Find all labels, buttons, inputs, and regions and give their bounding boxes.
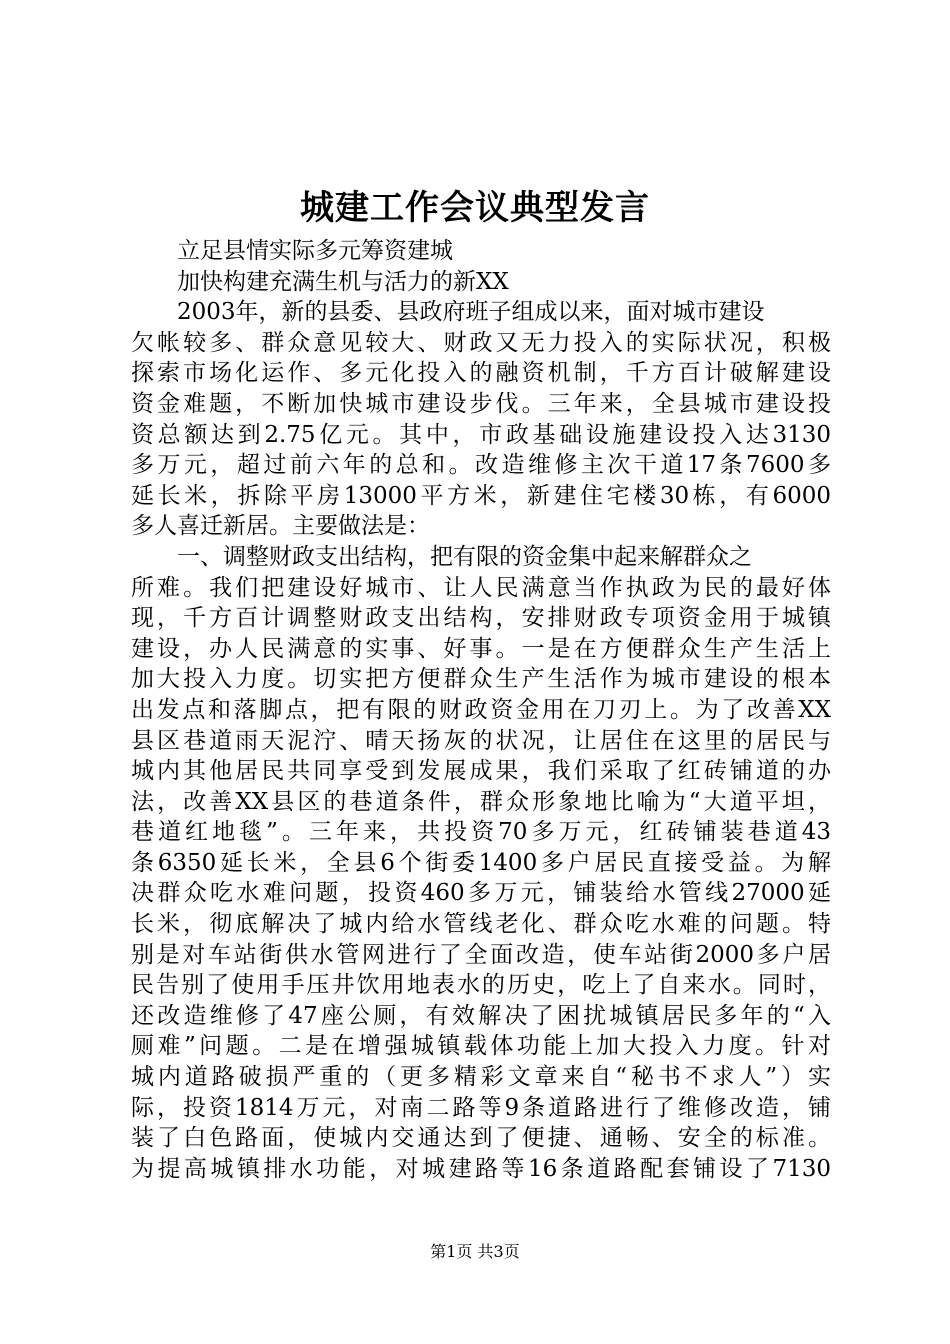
text-line: 决群众吃水难问题，投资460多万元，铺装给水管线27000延 xyxy=(131,880,831,907)
text-line: 县区巷道雨天泥泞、晴天扬灰的状况，让居住在这里的居民与 xyxy=(131,727,831,754)
text-line: 城内道路破损严重的（更多精彩文章来自“秘书不求人”）实 xyxy=(131,1064,831,1091)
text-line: 一、调整财政支出结构，把有限的资金集中起来解群众之 xyxy=(177,543,752,570)
text-line: 际，投资1814万元，对南二路等9条道路进行了维修改造，铺 xyxy=(131,1094,831,1121)
text-line: 欠帐较多、群众意见较大、财政又无力投入的实际状况，积极 xyxy=(131,329,831,356)
text-line: 延长米，拆除平房13000平方米，新建住宅楼30栋，有6000 xyxy=(131,482,831,509)
text-line: 城内其他居民共同享受到发展成果，我们采取了红砖铺道的办 xyxy=(131,758,831,785)
text-line: 资金难题，不断加快城市建设步伐。三年来，全县城市建设投 xyxy=(131,390,831,417)
text-line: 加大投入力度。切实把方便群众生产生活作为城市建设的根本 xyxy=(131,666,831,693)
page-footer: 第1页 共3页 xyxy=(430,1242,520,1261)
text-line: 法，改善XX县区的巷道条件，群众形象地比喻为“大道平坦， xyxy=(131,788,831,815)
text-line: 探索市场化运作、多元化投入的融资机制，千方百计破解建设 xyxy=(131,360,831,387)
text-line: 为提高城镇排水功能，对城建路等16条道路配套铺设了7130 xyxy=(131,1155,831,1182)
text-line: 出发点和落脚点，把有限的财政资金用在刀刃上。为了改善XX xyxy=(131,696,831,723)
text-line: 资总额达到2.75亿元。其中，市政基础设施建设投入达3130 xyxy=(131,421,831,448)
text-line: 别是对车站街供水管网进行了全面改造，使车站街2000多户居 xyxy=(131,941,831,968)
text-line: 条6350延长米，全县6个街委1400多户居民直接受益。为解 xyxy=(131,849,831,876)
text-line: 现，千方百计调整财政支出结构，安排财政专项资金用于城镇 xyxy=(131,605,831,632)
text-line: 长米，彻底解决了城内给水管线老化、群众吃水难的问题。特 xyxy=(131,911,831,938)
text-line: 2003年，新的县委、县政府班子组成以来，面对城市建设 xyxy=(177,299,765,326)
text-line: 装了白色路面，使城内交通达到了便捷、通畅、安全的标准。 xyxy=(131,1125,831,1152)
text-line: 所难。我们把建设好城市、让人民满意当作执政为民的最好体 xyxy=(131,574,831,601)
text-line: 民告别了使用手压井饮用地表水的历史，吃上了自来水。同时， xyxy=(131,972,831,999)
text-line: 多人喜迁新居。主要做法是： xyxy=(131,513,430,540)
text-line: 建设，办人民满意的实事、好事。一是在方便群众生产生活上 xyxy=(131,635,831,662)
text-line: 厕难”问题。二是在增强城镇载体功能上加大投入力度。针对 xyxy=(131,1033,831,1060)
text-line: 立足县情实际多元筹资建城 xyxy=(177,238,453,264)
text-line: 多万元，超过前六年的总和。改造维修主次干道17条7600多 xyxy=(131,452,831,479)
text-line: 加快构建充满生机与活力的新XX xyxy=(177,268,509,295)
text-line: 巷道红地毯”。三年来，共投资70多万元，红砖铺装巷道43 xyxy=(131,819,831,846)
text-line: 还改造维修了47座公厕，有效解决了困扰城镇居民多年的“入 xyxy=(131,1002,831,1029)
document-body xyxy=(131,236,831,1184)
document-title: 城建工作会议典型发言 xyxy=(300,188,650,228)
